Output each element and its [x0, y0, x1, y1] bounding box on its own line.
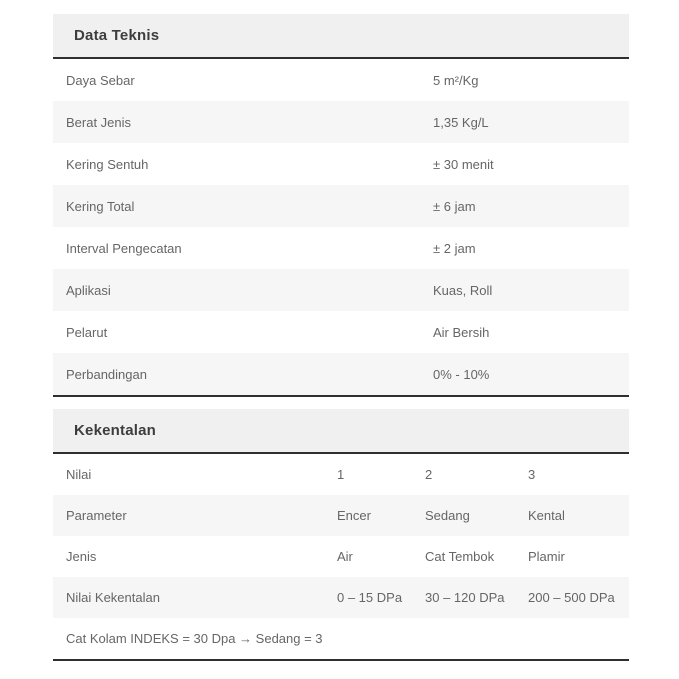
row-value: ± 2 jam	[433, 240, 476, 256]
data-teknis-rows	[53, 59, 629, 397]
table-row	[53, 536, 629, 577]
table-row	[53, 353, 629, 395]
kekentalan-table	[53, 409, 629, 661]
row-label: Perbandingan	[66, 366, 147, 382]
row-value-2: Cat Tembok	[425, 549, 495, 564]
table-row	[53, 269, 629, 311]
data-teknis-header	[53, 14, 629, 59]
row-value-2: 30 – 120 DPa	[425, 590, 505, 605]
table-title: Kekentalan	[74, 422, 157, 439]
row-value: ± 6 jam	[433, 198, 476, 214]
table-row	[53, 495, 629, 536]
row-label: Kering Sentuh	[66, 156, 149, 172]
product-spec-panel	[53, 14, 629, 661]
row-label: Berat Jenis	[66, 114, 132, 130]
table-row	[53, 311, 629, 353]
row-label: Jenis	[66, 549, 97, 564]
data-teknis-table	[53, 14, 629, 397]
note-text: Cat Kolam INDEKS = 30 Dpa → Sedang = 3	[66, 631, 323, 646]
row-label: Daya Sebar	[66, 72, 135, 88]
table-row	[53, 454, 629, 495]
row-value-3: 3	[528, 467, 536, 482]
row-value: 0% - 10%	[433, 366, 490, 382]
row-value: Air Bersih	[433, 324, 490, 340]
row-label: Kering Total	[66, 198, 135, 214]
row-value: ± 30 menit	[433, 156, 494, 172]
row-value-1: 0 – 15 DPa	[337, 590, 403, 605]
row-value-1: Air	[337, 549, 353, 564]
row-label: Nilai Kekentalan	[66, 590, 160, 605]
row-label: Aplikasi	[66, 282, 111, 298]
row-label: Nilai	[66, 467, 92, 482]
kekentalan-rows	[53, 454, 629, 661]
table-row	[53, 143, 629, 185]
row-value: Kuas, Roll	[433, 282, 493, 298]
table-row	[53, 101, 629, 143]
row-label: Parameter	[66, 508, 127, 523]
row-value-2: Sedang	[425, 508, 470, 523]
row-label: Pelarut	[66, 324, 108, 340]
table-row	[53, 185, 629, 227]
row-value-2: 2	[425, 467, 433, 482]
row-value-3: 200 – 500 DPa	[528, 590, 615, 605]
kekentalan-header	[53, 409, 629, 454]
table-note-row	[53, 618, 629, 659]
row-value-3: Plamir	[528, 549, 565, 564]
row-label: Interval Pengecatan	[66, 240, 182, 256]
row-value: 1,35 Kg/L	[433, 114, 489, 130]
row-value: 5 m²/Kg	[433, 72, 479, 88]
row-value-1: 1	[337, 467, 345, 482]
table-title: Data Teknis	[74, 27, 160, 44]
table-row	[53, 577, 629, 618]
row-value-3: Kental	[528, 508, 565, 523]
table-row	[53, 59, 629, 101]
row-value-1: Encer	[337, 508, 371, 523]
table-row	[53, 227, 629, 269]
